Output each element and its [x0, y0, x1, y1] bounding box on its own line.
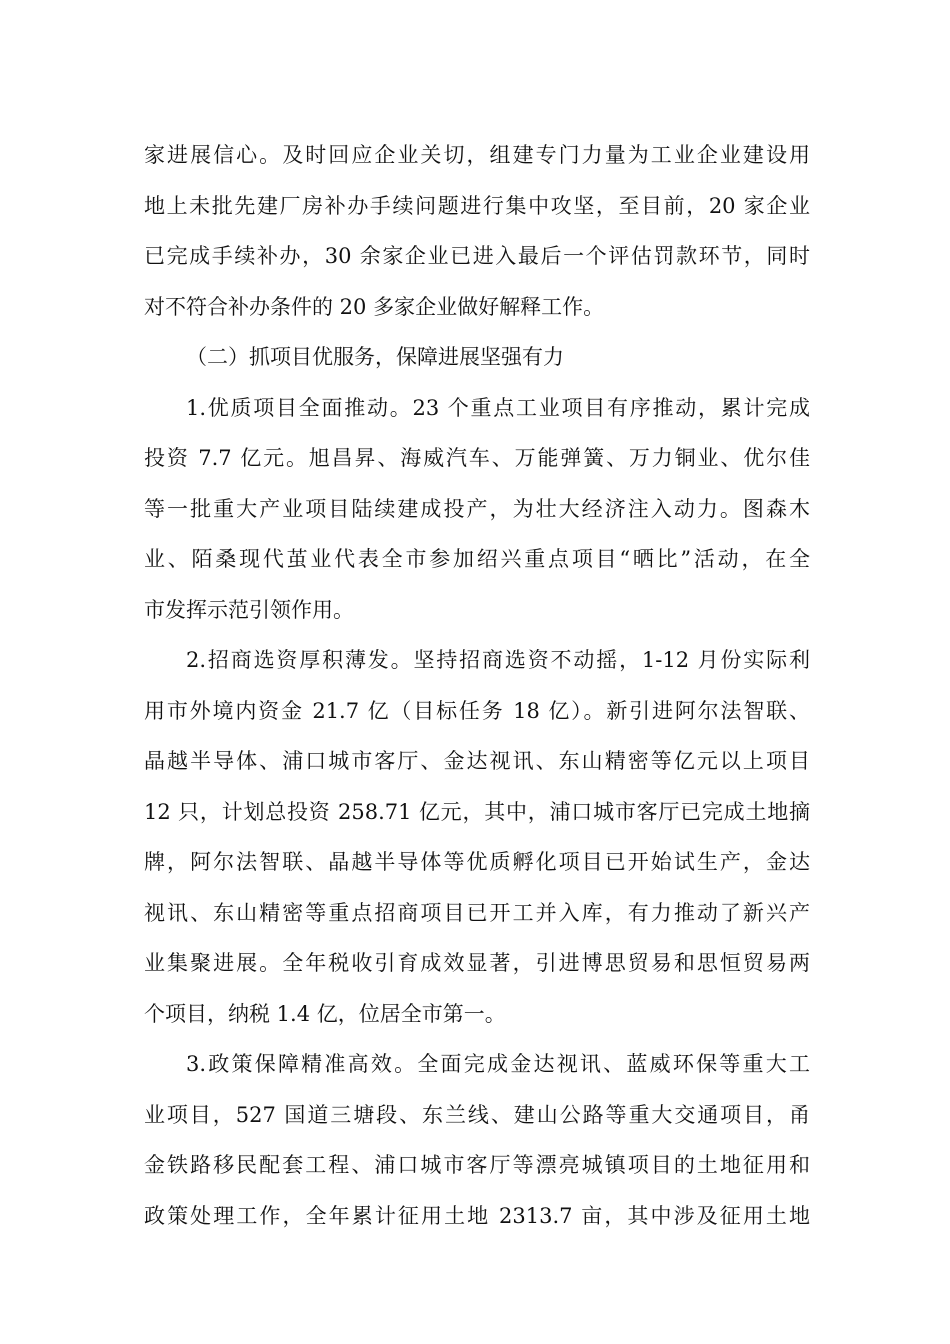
- paragraph-line: 等一批重大产业项目陆续建成投产，为壮大经济注入动力。图森木: [144, 496, 810, 521]
- paragraph-line: 3.政策保障精准高效。全面完成金达视讯、蓝威环保等重大工: [186, 1052, 810, 1076]
- paragraph-line: 政策处理工作，全年累计征用土地 2313.7 亩，其中涉及征用土地: [144, 1203, 810, 1228]
- paragraph-line: 12 只，计划总投资 258.71 亿元，其中，浦口城市客厅已完成土地摘: [144, 799, 810, 824]
- paragraph-line: 对不符合补办条件的 20 多家企业做好解释工作。: [144, 294, 605, 319]
- paragraph-line: 金铁路移民配套工程、浦口城市客厅等漂亮城镇项目的土地征用和: [144, 1153, 810, 1177]
- paragraph-line: 家进展信心。及时回应企业关切，组建专门力量为工业企业建设用: [144, 143, 810, 167]
- paragraph-line: 市发挥示范引领作用。: [144, 597, 354, 622]
- paragraph-line: 地上未批先建厂房补办手续问题进行集中攻坚，至目前，20 家企业: [144, 193, 810, 218]
- paragraph-line: 已完成手续补办，30 余家企业已进入最后一个评估罚款环节，同时: [144, 244, 810, 268]
- document-body: [144, 130, 810, 1241]
- paragraph-line: 1.优质项目全面推动。23 个重点工业项目有序推动，累计完成: [186, 395, 810, 420]
- paragraph-line: 2.招商选资厚积薄发。坚持招商选资不动摇，1-12 月份实际利: [186, 648, 810, 672]
- paragraph-line: 业集聚进展。全年税收引育成效显著，引进博思贸易和思恒贸易两: [144, 951, 810, 975]
- paragraph-line: 业、陌桑现代茧业代表全市参加绍兴重点项目“晒比”活动，在全: [144, 547, 810, 571]
- section-heading: （二）抓项目优服务，保障进展坚强有力: [186, 345, 564, 369]
- paragraph-line: 晶越半导体、浦口城市客厅、金达视讯、东山精密等亿元以上项目: [144, 749, 810, 773]
- paragraph-line: 个项目，纳税 1.4 亿，位居全市第一。: [144, 1001, 506, 1026]
- paragraph-line: 投资 7.7 亿元。旭昌昇、海威汽车、万能弹簧、万力铜业、优尔佳: [144, 446, 810, 470]
- paragraph-line: 用市外境内资金 21.7 亿（目标任务 18 亿）。新引进阿尔法智联、: [144, 698, 810, 723]
- paragraph-line: 视讯、东山精密等重点招商项目已开工并入库，有力推动了新兴产: [144, 900, 810, 925]
- paragraph-line: 牌，阿尔法智联、晶越半导体等优质孵化项目已开始试生产，金达: [144, 850, 810, 874]
- paragraph-line: 业项目，527 国道三塘段、东兰线、建山公路等重大交通项目，甬: [144, 1102, 810, 1127]
